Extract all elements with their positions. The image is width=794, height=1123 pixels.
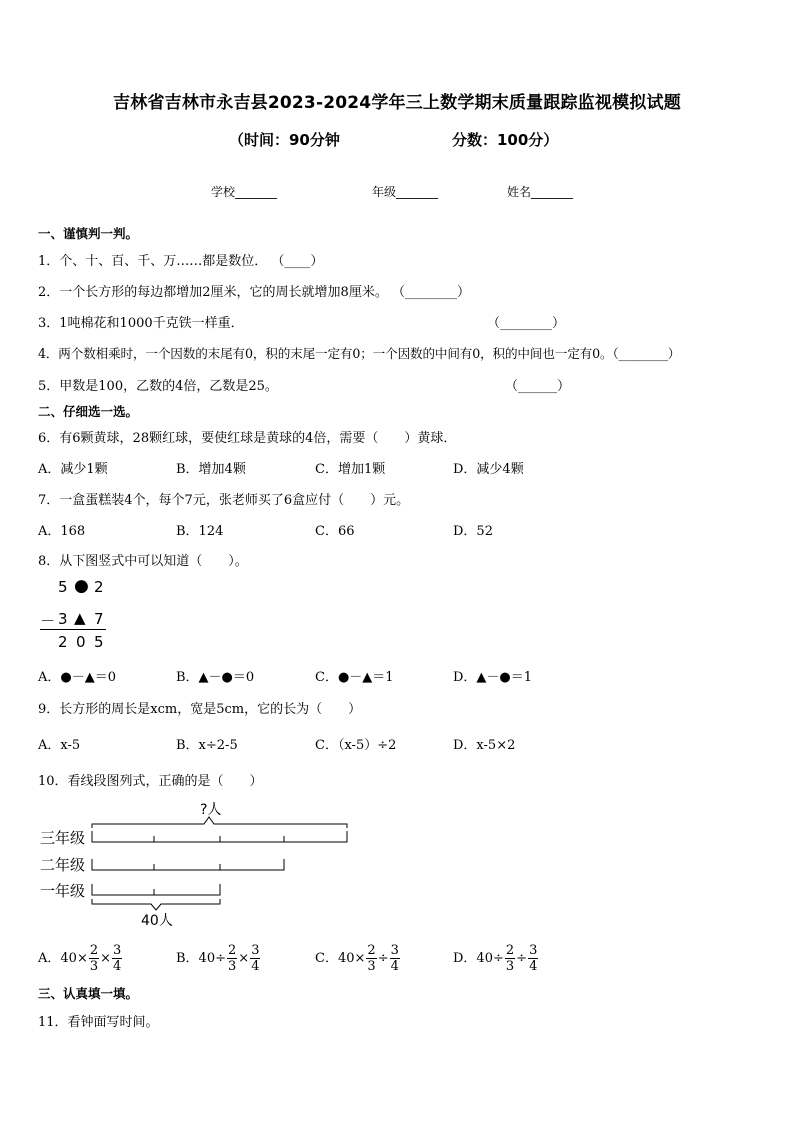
numerator: 3 (529, 943, 538, 958)
grade2-label: 二年级 (40, 856, 86, 874)
option-a-op1: × (76, 951, 88, 966)
question-3-text: 3．1吨棉花和1000千克铁一样重． (38, 316, 244, 331)
question-6-option-b[interactable]: B．增加4颗 (176, 462, 246, 477)
question-6-text: 6．有6颗黄球，28颗红球，要使红球是黄球的4倍，需要（ ）黄球． (38, 431, 457, 446)
question-10-option-a[interactable] (38, 943, 123, 974)
school-field[interactable]: 学校_______ (211, 185, 278, 199)
grade2-bar (92, 859, 284, 870)
numerator: 3 (251, 943, 260, 958)
option-c-op2: ÷ (377, 951, 389, 966)
denominator: 4 (113, 959, 122, 974)
page-title: 吉林省吉林市永吉县2023-2024学年三上数学期末质量跟踪监视模拟试题 (113, 93, 681, 113)
question-6-option-d[interactable]: D．减少4颗 (453, 462, 524, 477)
numerator: 2 (505, 943, 515, 958)
numerator: 2 (367, 943, 376, 958)
numerator: 2 (89, 943, 99, 958)
exam-time: （时间：90分钟 (229, 131, 340, 149)
denominator: 3 (505, 959, 515, 974)
grade3-label: 三年级 (40, 829, 86, 847)
question-10-text: 10．看线段图列式，正确的是（ ） (38, 774, 263, 789)
question-9-text: 9．长方形的周长是xcm，宽是5cm，它的长为（ ） (38, 702, 362, 717)
numerator: 3 (113, 943, 122, 958)
option-d-prefix: D．40 (453, 951, 493, 966)
question-10-option-c[interactable] (315, 943, 401, 974)
vertical-digit-r2c3: 7 (94, 610, 104, 628)
option-d-op1: ÷ (492, 951, 504, 966)
grade-field[interactable]: 年级_______ (372, 185, 439, 199)
question-1-answer-blank[interactable]: （____） (271, 254, 324, 269)
grade2-ticks (154, 864, 220, 870)
question-1-text: 1．个、十、百、千、万……都是数位． (38, 254, 268, 269)
option-c-op1: × (354, 951, 366, 966)
option-b-prefix: B．40 (176, 951, 216, 966)
question-8-text: 8．从下图竖式中可以知道（ ）。 (38, 554, 248, 569)
triangle-symbol: ▲ (74, 609, 86, 627)
grade1-bar (92, 884, 220, 895)
vertical-digit-r3c2: 0 (76, 633, 86, 651)
option-a-fraction-2 (112, 943, 122, 974)
numerator: 2 (228, 943, 237, 958)
question-2-text: 2．一个长方形的每边都增加2厘米，它的周长就增加8厘米。 (38, 285, 388, 300)
option-b-op1: ÷ (215, 951, 227, 966)
grade3-ticks (154, 836, 284, 842)
question-5-text: 5．甲数是100，乙数的4倍，乙数是25。 (38, 379, 278, 394)
denominator: 4 (529, 959, 538, 974)
question-8-option-b[interactable]: B．▲－●＝0 (176, 670, 255, 685)
option-d-op2: ÷ (516, 951, 528, 966)
vertical-digit-r1c1: 5 (58, 578, 68, 596)
question-6-option-c[interactable]: C．增加1颗 (315, 462, 386, 477)
bottom-label: 40人 (141, 913, 173, 929)
option-b-fraction-1 (227, 943, 237, 974)
numerator: 3 (390, 943, 399, 958)
option-c-fraction-2 (390, 943, 400, 974)
question-1 (38, 250, 323, 269)
option-c-fraction-1 (366, 943, 376, 974)
question-4-answer-blank[interactable]: （________） (612, 346, 681, 361)
question-7-option-c[interactable]: C．66 (315, 524, 355, 539)
option-a-fraction-1 (89, 943, 99, 974)
question-10-option-b[interactable] (176, 943, 261, 974)
question-7-text: 7．一盒蛋糕装4个，每个7元，张老师买了6盒应付（ ）元。 (38, 493, 410, 508)
option-a-op2: × (100, 951, 112, 966)
exam-score: 分数：100分） (452, 131, 559, 149)
question-9-option-d[interactable]: D．x-5×2 (453, 738, 516, 753)
section-1-heading: 一、谨慎判一判。 (38, 226, 139, 241)
question-2-answer-blank[interactable]: （________） (391, 285, 470, 300)
question-3-answer-blank[interactable]: （________） (487, 316, 566, 331)
option-d-fraction-2 (528, 943, 538, 974)
vertical-divider (40, 629, 106, 630)
question-7-option-d[interactable]: D．52 (453, 524, 493, 539)
question-9-option-a[interactable]: A．x-5 (38, 738, 81, 753)
question-8-option-c[interactable]: C．●－▲＝1 (315, 670, 394, 685)
vertical-digit-r3c3: 5 (94, 633, 104, 651)
question-8-option-a[interactable]: A．●－▲＝0 (38, 670, 117, 685)
minus-sign: － (40, 612, 56, 630)
section-2-heading: 二、仔细选一选。 (38, 404, 139, 419)
question-10-option-d[interactable] (453, 943, 539, 974)
question-4-text: 4．两个数相乘时，一个因数的末尾有0，积的末尾一定有0；一个因数的中间有0，积的中间也一定有0。 (38, 346, 613, 361)
question-7-option-a[interactable]: A．168 (38, 524, 86, 539)
option-b-fraction-2 (250, 943, 260, 974)
question-6-option-a[interactable]: A．减少1颗 (38, 462, 108, 477)
grade1-label: 一年级 (40, 882, 86, 900)
vertical-digit-r1c3: 2 (94, 578, 104, 596)
vertical-digit-r3c1: 2 (58, 633, 68, 651)
circle-symbol: ● (74, 576, 89, 596)
option-d-fraction-1 (505, 943, 515, 974)
option-a-prefix: A．40 (38, 951, 77, 966)
top-brace (92, 817, 347, 828)
option-b-op2: × (238, 951, 250, 966)
question-5-answer-blank[interactable]: （______） (505, 379, 571, 394)
question-8-option-d[interactable]: D．▲－●＝1 (453, 670, 533, 685)
vertical-digit-r2c1: 3 (58, 610, 68, 628)
question-7-option-b[interactable]: B．124 (176, 524, 224, 539)
name-field[interactable]: 姓名_______ (507, 185, 574, 199)
top-label: ?人 (200, 802, 222, 818)
option-c-prefix: C．40 (315, 951, 355, 966)
denominator: 3 (367, 959, 376, 974)
denominator: 3 (89, 959, 99, 974)
denominator: 4 (390, 959, 399, 974)
denominator: 3 (228, 959, 237, 974)
question-9-option-c[interactable]: C．（x-5）÷2 (315, 738, 397, 753)
question-11-text: 11．看钟面写时间。 (38, 1015, 159, 1030)
line-segment-diagram (36, 798, 356, 933)
denominator: 4 (251, 959, 260, 974)
question-4 (38, 343, 680, 362)
bottom-brace (92, 899, 220, 910)
section-3-heading: 三、认真填一填。 (38, 986, 139, 1001)
question-9-option-b[interactable]: B．x÷2-5 (176, 738, 238, 753)
question-2 (38, 281, 470, 300)
